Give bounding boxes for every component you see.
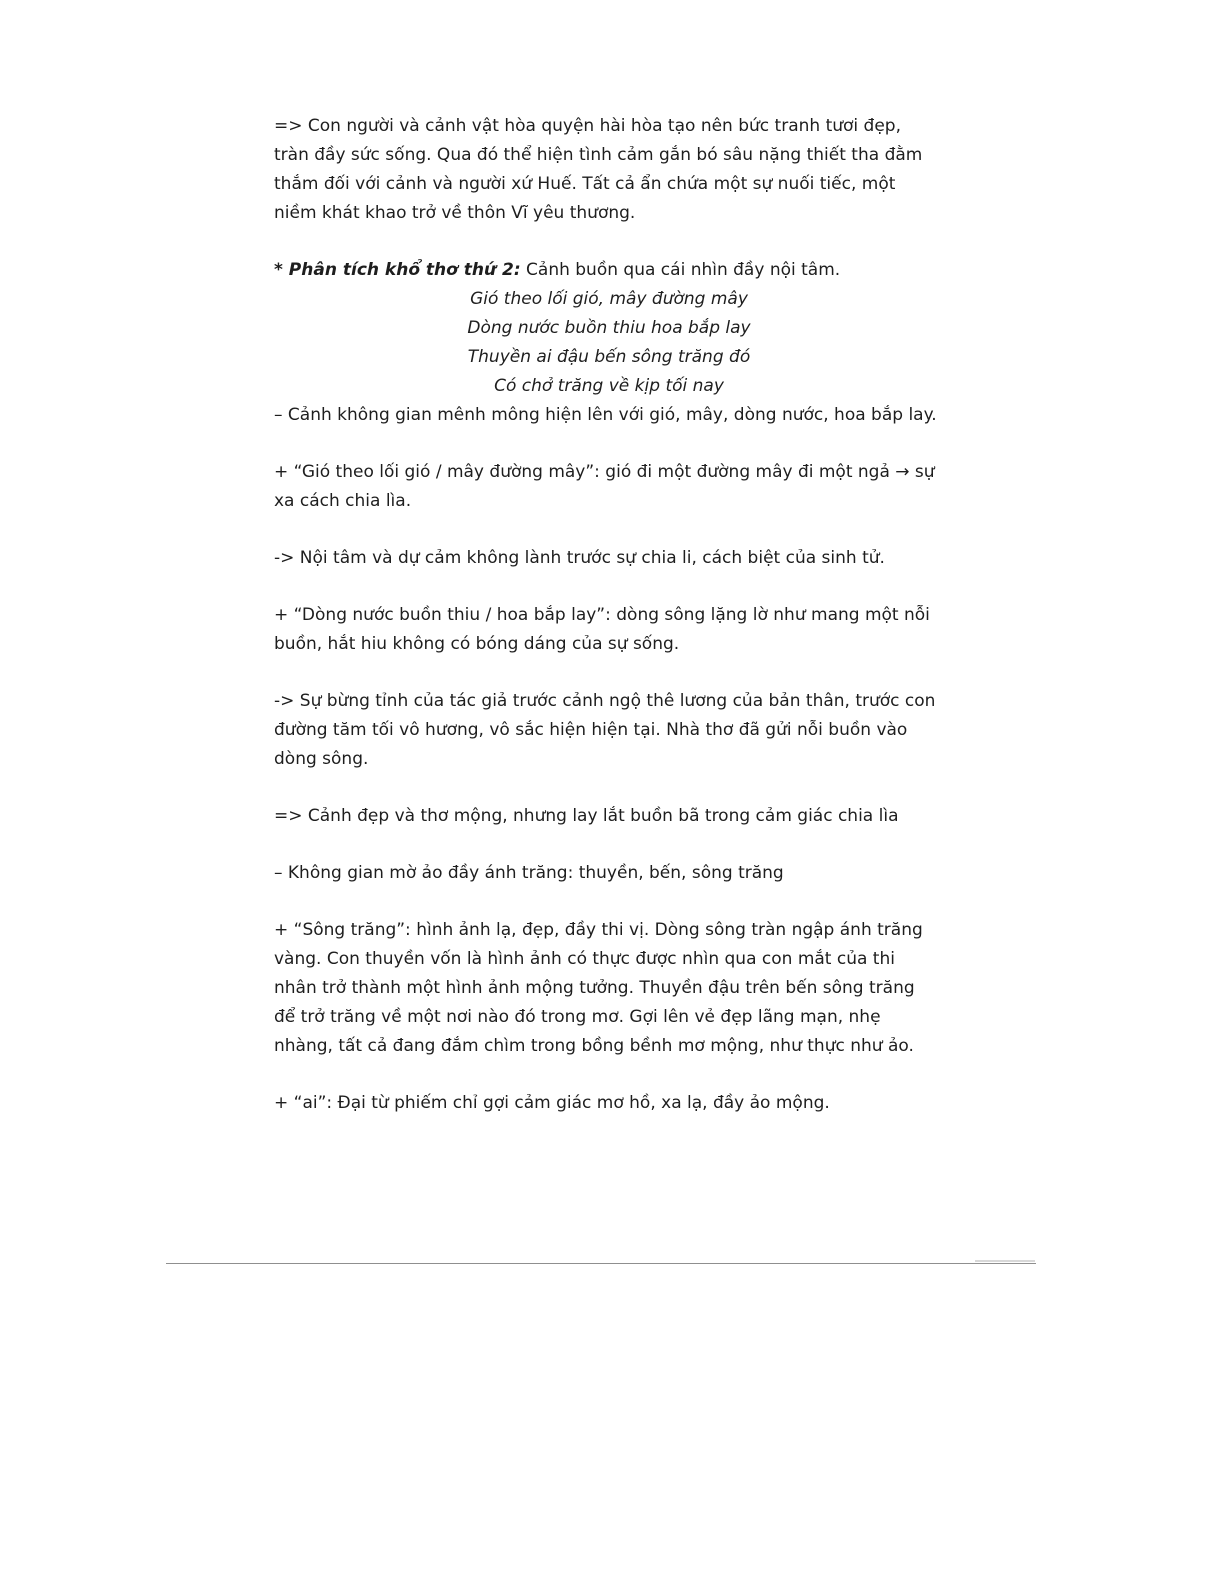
space-description: – Cảnh không gian mênh mông hiện lên với gió, mây, dòng nước, hoa bắp lay. — [274, 405, 937, 425]
footer-faint-mark — [975, 1260, 1035, 1262]
spacer — [274, 573, 964, 601]
analysis-paragraph: – Không gian mờ ảo đầy ánh trăng: thuyền, bến, sông trăng — [274, 863, 784, 883]
document-body — [274, 112, 964, 1118]
spacer — [274, 516, 964, 544]
analysis-paragraph: -> Nội tâm và dự cảm không lành trước sự chia li, cách biệt của sinh tử. — [274, 548, 885, 568]
spacer — [274, 228, 964, 256]
section-heading-label: * Phân tích khổ thơ thứ 2: — [274, 260, 521, 280]
spacer — [274, 888, 964, 916]
footer-divider — [166, 1263, 1036, 1264]
spacer — [274, 430, 964, 458]
poem-line: Có chở trăng về kịp tối nay — [494, 376, 724, 396]
poem-line: Dòng nước buồn thiu hoa bắp lay — [467, 318, 751, 338]
poem-line: Thuyền ai đậu bến sông trăng đó — [467, 347, 751, 367]
spacer — [274, 774, 964, 802]
analysis-paragraph: => Cảnh đẹp và thơ mộng, nhưng lay lắt buồn bã trong cảm giác chia lìa — [274, 806, 899, 826]
analysis-paragraph: + “Sông trăng”: hình ảnh lạ, đẹp, đầy thi vị. Dòng sông tràn ngập ánh trăng vàng. Con thuyền vốn là hình ảnh có thực được nhìn qua con mắt của thi nhân trở thành một hình ảnh mộng tưởng. Thuyền đậu trên bến sông trăng để trở trăng về một nơi nào đó trong mơ. Gợi lên vẻ đẹp lãng mạn, nhẹ nhàng, tất cả đang đắm chìm trong bồng bềnh mơ mộng, như thực như ảo. — [274, 920, 923, 1056]
analysis-paragraph: + “Dòng nước buồn thiu / hoa bắp lay”: dòng sông lặng lờ như mang một nỗi buồn, hắt hiu không có bóng dáng của sự sống. — [274, 605, 930, 654]
spacer — [274, 1061, 964, 1089]
spacer — [274, 659, 964, 687]
analysis-paragraph: -> Sự bừng tỉnh của tác giả trước cảnh ngộ thê lương của bản thân, trước con đường tăm tối vô hương, vô sắc hiện hiện tại. Nhà thơ đã gửi nỗi buồn vào dòng sông. — [274, 691, 936, 769]
analysis-paragraph: + “Gió theo lối gió / mây đường mây”: gió đi một đường mây đi một ngả → sự xa cách chia lìa. — [274, 462, 935, 511]
spacer — [274, 831, 964, 859]
poem-stanza — [274, 285, 964, 401]
analysis-paragraph: + “ai”: Đại từ phiếm chỉ gợi cảm giác mơ hồ, xa lạ, đầy ảo mộng. — [274, 1093, 830, 1113]
intro-paragraph: => Con người và cảnh vật hòa quyện hài hòa tạo nên bức tranh tươi đẹp, tràn đầy sức sống. Qua đó thể hiện tình cảm gắn bó sâu nặng thiết tha đằm thắm đối với cảnh và người xứ Huế. Tất cả ẩn chứa một sự nuối tiếc, một niềm khát khao trở về thôn Vĩ yêu thương. — [274, 116, 923, 223]
section-heading-text: Cảnh buồn qua cái nhìn đầy nội tâm. — [520, 260, 841, 280]
poem-line: Gió theo lối gió, mây đường mây — [470, 289, 748, 309]
section-heading — [274, 256, 964, 285]
